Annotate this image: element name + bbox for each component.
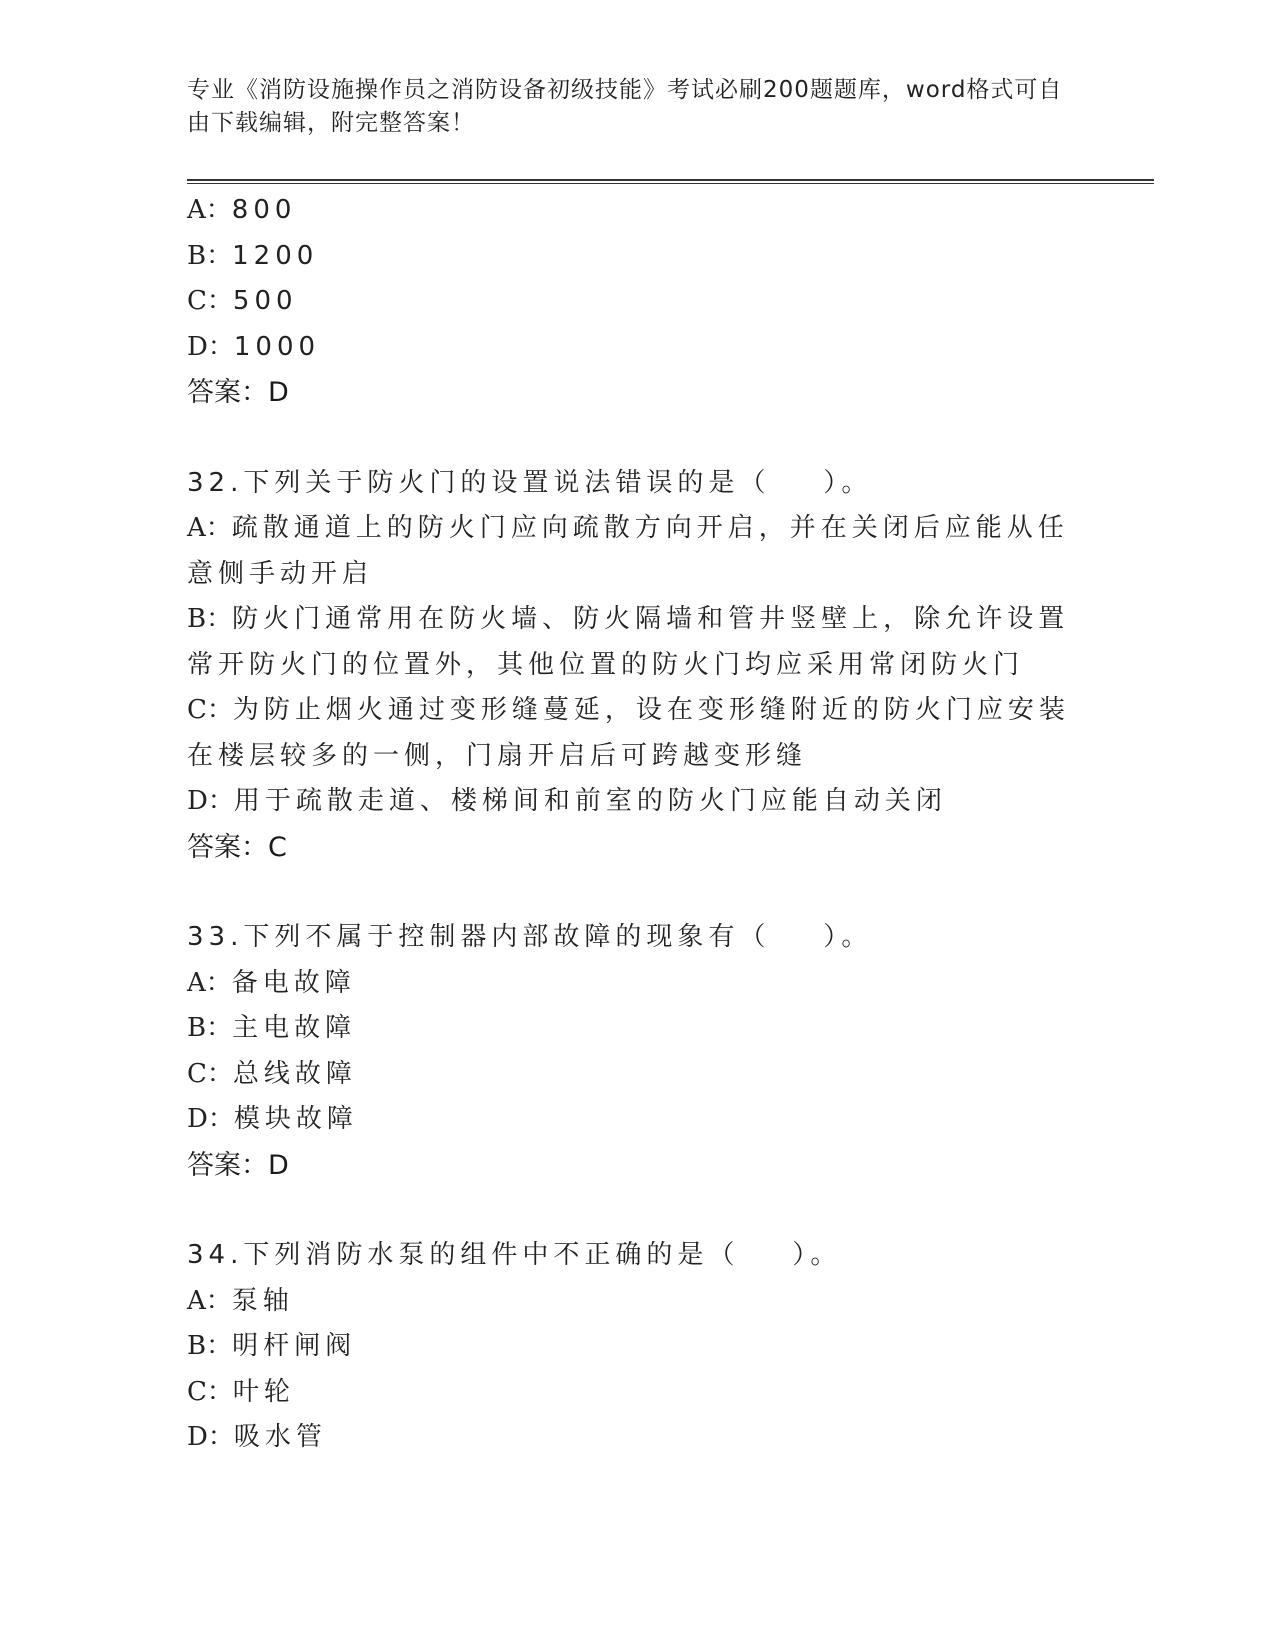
answer-line: 答案：C xyxy=(187,831,287,863)
answer-line: 答案：D xyxy=(187,377,289,408)
option-a xyxy=(187,188,1087,234)
option-prefix: C： xyxy=(187,1058,233,1089)
option-prefix: B： xyxy=(187,604,233,634)
option-a xyxy=(187,1279,1087,1325)
option-prefix: A： xyxy=(187,967,232,998)
option-c xyxy=(187,279,1087,325)
option-b xyxy=(187,1324,1087,1370)
option-d xyxy=(187,1097,1087,1143)
question-stem: 34.下列消防水泵的组件中不正确的是（ ）。 xyxy=(187,1240,842,1270)
previous-question-block xyxy=(187,188,1087,416)
option-d xyxy=(187,1415,1087,1461)
option-prefix: A： xyxy=(187,513,232,543)
spacer xyxy=(187,870,1087,915)
option-prefix: C： xyxy=(187,695,233,725)
option-text: 防火门通常用在防火墙、防火隔墙和管井竖壁上，除允许设置常开防火门的位置外，其他位置的防火门均应采用常闭防火门 xyxy=(187,604,1070,680)
option-text: 备电故障 xyxy=(231,967,356,998)
option-a xyxy=(187,961,1087,1007)
option-prefix: D： xyxy=(187,1422,234,1452)
option-text: 模块故障 xyxy=(233,1104,358,1134)
spacer xyxy=(187,1188,1087,1233)
option-text: 800 xyxy=(231,195,297,225)
option-prefix: B： xyxy=(187,1013,233,1043)
option-d xyxy=(187,779,1087,825)
option-a xyxy=(187,506,1087,597)
option-text: 叶轮 xyxy=(232,1376,295,1407)
option-text: 明杆闸阀 xyxy=(232,1331,357,1361)
option-b xyxy=(187,597,1087,688)
option-text: 为防止烟火通过变形缝蔓延，设在变形缝附近的防火门应安装在楼层较多的一侧，门扇开启后可跨越变形缝 xyxy=(187,695,1070,771)
option-text: 500 xyxy=(232,286,298,316)
option-text: 泵轴 xyxy=(231,1285,294,1316)
header-divider xyxy=(187,179,1154,184)
answer-line: 答案：D xyxy=(187,1149,289,1181)
option-c xyxy=(187,688,1087,779)
option-d xyxy=(187,325,1087,371)
question-32-block xyxy=(187,461,1087,871)
option-text: 用于疏散走道、楼梯间和前室的防火门应能自动关闭 xyxy=(233,786,947,816)
option-text: 吸水管 xyxy=(233,1422,327,1452)
option-text: 总线故障 xyxy=(232,1058,357,1089)
option-text: 1200 xyxy=(232,240,319,271)
option-prefix: B： xyxy=(187,240,233,271)
question-stem: 32.下列关于防火门的设置说法错误的是（ ）。 xyxy=(187,467,873,498)
option-prefix: C： xyxy=(187,286,233,316)
option-text: 主电故障 xyxy=(232,1013,357,1043)
spacer xyxy=(187,416,1087,461)
document-header: 专业《消防设施操作员之消防设备初级技能》考试必刷200题题库，word格式可自由下载编辑，附完整答案！ xyxy=(187,77,1063,136)
question-34-block xyxy=(187,1233,1087,1461)
option-prefix: D： xyxy=(187,331,234,362)
option-prefix: B： xyxy=(187,1331,233,1361)
option-b xyxy=(187,234,1087,280)
option-c xyxy=(187,1370,1087,1416)
question-content xyxy=(187,188,1087,1461)
option-prefix: A： xyxy=(187,1285,232,1316)
option-prefix: D： xyxy=(187,1104,234,1134)
option-text: 1000 xyxy=(233,331,321,362)
option-prefix: D： xyxy=(187,786,234,816)
option-prefix: C： xyxy=(187,1376,233,1407)
option-prefix: A： xyxy=(187,195,232,225)
option-c xyxy=(187,1052,1087,1098)
question-stem: 33.下列不属于控制器内部故障的现象有（ ）。 xyxy=(187,922,873,952)
option-b xyxy=(187,1006,1087,1052)
question-33-block xyxy=(187,915,1087,1188)
option-text: 疏散通道上的防火门应向疏散方向开启，并在关闭后应能从任意侧手动开启 xyxy=(187,513,1069,589)
